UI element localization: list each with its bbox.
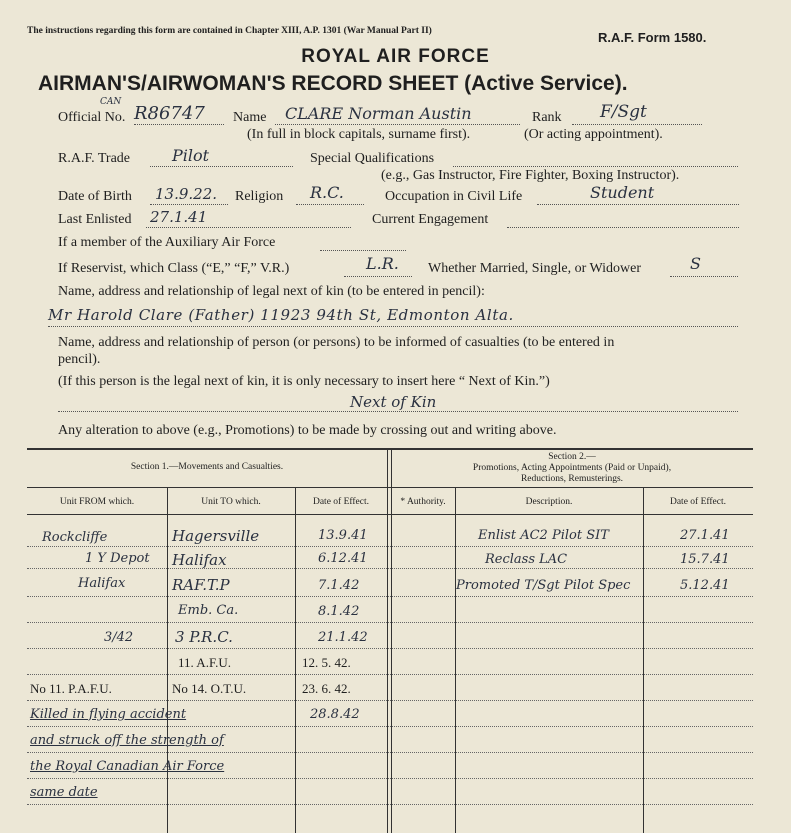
s1-row3-from: Halifax xyxy=(78,576,126,591)
reservist-value: L.R. xyxy=(366,254,399,273)
s2-row2-date: 15.7.41 xyxy=(680,552,730,567)
trade-label: R.A.F. Trade xyxy=(58,151,131,166)
enlisted-value: 27.1.41 xyxy=(150,208,208,226)
married-label: Whether Married, Single, or Widower xyxy=(428,261,642,276)
col-authority: * Authority. xyxy=(400,497,446,507)
special-hint: (e.g., Gas Instructor, Fire Fighter, Boxing Instructor). xyxy=(381,168,680,183)
reservist-label: If Reservist, which Class (“E,” “F,” V.R.) xyxy=(58,261,290,276)
s1-row7-from: No 11. P.A.F.U. xyxy=(30,681,112,696)
alteration-note: Any alteration to above (e.g., Promotions) to be made by crossing out and writing above. xyxy=(58,423,557,438)
s2-row3-desc: Promoted T/Sgt Pilot Spec xyxy=(456,578,631,593)
section2-title-2: Promotions, Acting Appointments (Paid or Unpaid), xyxy=(472,463,672,473)
rank-value: F/Sgt xyxy=(600,102,647,122)
remark-line-2: and struck off the strength of xyxy=(30,733,224,748)
s1-row1-to: Hagersville xyxy=(172,527,260,545)
s1-row5-from: 3/42 xyxy=(104,630,134,645)
enlisted-label: Last Enlisted xyxy=(58,212,132,227)
section2-title-1: Section 2.— xyxy=(548,452,596,462)
s1-row5-date: 21.1.42 xyxy=(318,630,368,645)
official-no-label: Official No. xyxy=(58,110,126,125)
remark-line-4: same date xyxy=(30,785,98,800)
instructions-note: The instructions regarding this form are contained in Chapter XIII, A.P. 1301 (War Manual Part II) xyxy=(27,26,432,36)
casualty-label-1: Name, address and relationship of person (or persons) to be informed of casualties (to be entered in xyxy=(58,335,615,350)
s1-row1-date: 13.9.41 xyxy=(318,528,368,543)
s2-row1-desc: Enlist AC2 Pilot SIT xyxy=(478,528,609,543)
remark-line-3: the Royal Canadian Air Force xyxy=(30,759,225,774)
nok-label: Name, address and relationship of legal next of kin (to be entered in pencil): xyxy=(58,284,485,299)
s2-row1-date: 27.1.41 xyxy=(680,528,730,543)
s1-row6-to: 11. A.F.U. xyxy=(178,655,232,670)
s1-row5-to: 3 P.R.C. xyxy=(175,628,233,646)
official-no-value: R86747 xyxy=(134,103,205,124)
s1-row4-to: Emb. Ca. xyxy=(178,603,239,618)
nok-value: Mr Harold Clare (Father) 11923 94th St, Edmonton Alta. xyxy=(48,306,514,324)
s2-row2-desc: Reclass LAC xyxy=(485,552,568,567)
rank-label: Rank xyxy=(532,110,562,125)
col-unit-to: Unit TO which. xyxy=(201,497,261,507)
page-title: AIRMAN'S/AIRWOMAN'S RECORD SHEET (Active Service). xyxy=(38,72,628,95)
s1-row7-to: No 14. O.T.U. xyxy=(172,681,247,696)
dob-label: Date of Birth xyxy=(58,189,132,204)
auxiliary-label: If a member of the Auxiliary Air Force xyxy=(58,235,276,250)
engagement-label: Current Engagement xyxy=(372,212,489,227)
form-number: R.A.F. Form 1580. xyxy=(598,30,707,45)
special-label: Special Qualifications xyxy=(310,151,435,166)
s1-row4-date: 8.1.42 xyxy=(318,604,360,619)
married-value: S xyxy=(690,254,701,273)
rank-hint: (Or acting appointment). xyxy=(524,127,663,142)
official-no-prefix: CAN xyxy=(100,97,122,107)
casualty-note: (If this person is the legal next of kin, it is only necessary to insert here “ Next of Kin.”) xyxy=(58,374,550,389)
name-value: CLARE Norman Austin xyxy=(285,104,472,123)
s2-row3-date: 5.12.41 xyxy=(680,578,730,593)
col-date-effect-1: Date of Effect. xyxy=(312,497,369,507)
s1-row2-from: 1 Y Depot xyxy=(85,551,150,566)
casualty-label-2: pencil). xyxy=(58,352,101,367)
religion-label: Religion xyxy=(235,189,284,204)
occupation-label: Occupation in Civil Life xyxy=(385,189,523,204)
section2-title-3: Reductions, Remusterings. xyxy=(520,474,624,484)
name-label: Name xyxy=(233,110,267,125)
s1-row1-from: Rockcliffe xyxy=(42,530,108,545)
col-date-effect-2: Date of Effect. xyxy=(669,497,726,507)
s1-row2-to: Halifax xyxy=(172,551,227,569)
s1-row2-date: 6.12.41 xyxy=(318,551,368,566)
s1-row6-date: 12. 5. 42. xyxy=(302,655,351,670)
org-title: ROYAL AIR FORCE xyxy=(301,46,490,67)
name-hint: (In full in block capitals, surname first). xyxy=(247,127,471,142)
col-unit-from: Unit FROM which. xyxy=(59,497,135,507)
col-description: Description. xyxy=(525,497,573,507)
remark-line-1: Killed in flying accident xyxy=(30,707,187,722)
trade-value: Pilot xyxy=(172,146,210,165)
s1-row3-date: 7.1.42 xyxy=(318,578,360,593)
s1-row3-to: RAF.T.P xyxy=(172,576,230,594)
occupation-value: Student xyxy=(590,183,655,202)
religion-value: R.C. xyxy=(310,183,344,202)
casualty-value: Next of Kin xyxy=(350,393,437,411)
dob-value: 13.9.22. xyxy=(155,185,218,203)
remark-date: 28.8.42 xyxy=(310,707,360,722)
s1-row7-date: 23. 6. 42. xyxy=(302,681,351,696)
section1-title: Section 1.—Movements and Casualties. xyxy=(130,462,284,472)
